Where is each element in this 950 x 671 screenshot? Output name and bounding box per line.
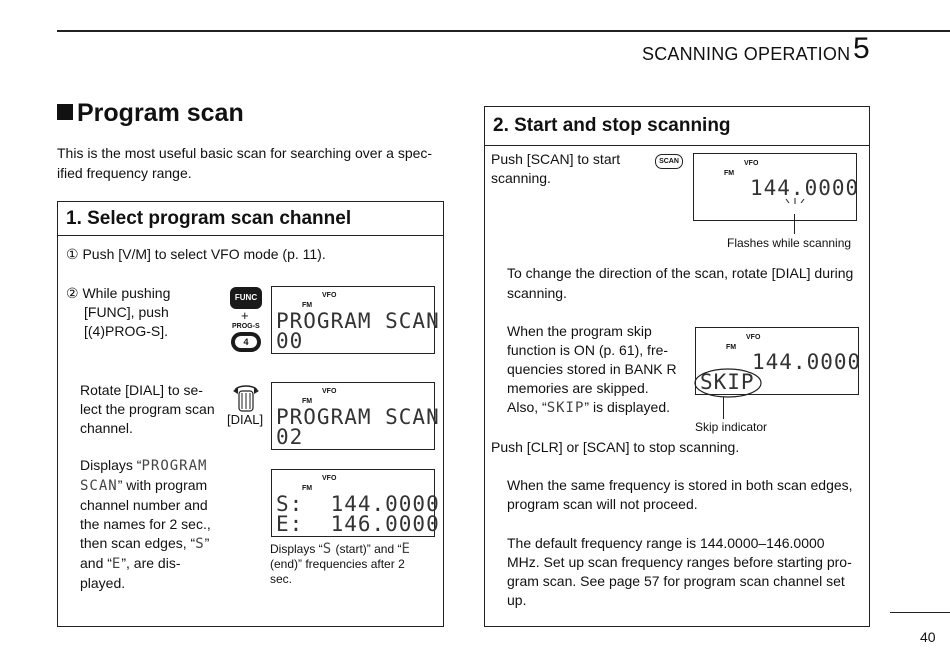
dial-label: [DIAL] — [227, 412, 264, 427]
text-line: quencies stored in BANK R — [507, 361, 677, 377]
stop-scan-text: Push [CLR] or [SCAN] to stop scanning. — [491, 439, 740, 455]
text-line: When the program skip — [507, 323, 652, 339]
step-2-line: ② While pushing — [66, 285, 171, 301]
push-scan-text — [491, 150, 620, 188]
lcd-display-program-scan-02 — [271, 382, 440, 450]
section-number: 5 — [853, 32, 870, 65]
lcd-line-2: E: 146.0000 — [276, 512, 440, 536]
text-line: gram scan. See page 57 for program scan channel set — [507, 573, 845, 589]
lcd-text: S — [322, 541, 333, 557]
text-run: Displays “ — [270, 542, 323, 556]
lcd-text: E — [401, 541, 411, 557]
skip-oval-icon — [692, 365, 764, 401]
lcd-display-scanning — [693, 153, 860, 221]
fm-indicator: FM — [302, 302, 313, 309]
lcd-line-1: PROGRAM SCAN — [276, 309, 440, 333]
text-line: Push [SCAN] to start — [491, 151, 621, 167]
flashes-caption: Flashes while scanning — [727, 236, 852, 250]
vfo-indicator: VFO — [746, 334, 761, 341]
text-run: (start)” and “ — [332, 542, 402, 556]
edges-caption — [270, 542, 434, 587]
rotate-dial-text — [80, 381, 215, 438]
lcd-text: S — [195, 536, 205, 552]
start-stop-title: 2. Start and stop scanning — [485, 107, 869, 146]
text-line: function is ON (p. 61), fre- — [507, 342, 669, 358]
plus-sign: + — [241, 308, 249, 323]
select-channel-title: 1. Select program scan channel — [58, 202, 443, 236]
start-stop-box — [484, 106, 870, 627]
skip-indicator: SKIP — [700, 370, 755, 394]
step-2-text — [66, 284, 170, 341]
text-run: Displays “ — [80, 457, 142, 473]
step-2-line: [FUNC], push — [84, 304, 169, 320]
step-1-text: ① Push [V/M] to select VFO mode (p. 11). — [66, 246, 326, 262]
scan-key-icon: SCAN — [655, 154, 683, 169]
lcd-text: SCAN — [80, 478, 118, 494]
fm-indicator: FM — [724, 170, 735, 177]
caption-line: sec. — [270, 572, 293, 586]
skip-pointer-line — [723, 397, 724, 419]
text-line: memories are skipped. — [507, 380, 649, 396]
vfo-indicator: VFO — [322, 475, 337, 482]
lcd-line-1: S: 144.0000 — [276, 492, 440, 516]
vfo-indicator: VFO — [322, 388, 337, 395]
func-key-icon: FUNC — [230, 287, 262, 309]
intro-text — [57, 143, 445, 183]
text-run: and “ — [80, 555, 112, 571]
lcd-line-1: PROGRAM SCAN — [276, 405, 440, 429]
intro-line: ified frequency range. — [57, 165, 192, 181]
rotate-line: Rotate [DIAL] to se- — [80, 382, 203, 398]
key-4-icon — [231, 332, 261, 352]
prog-s-label: PROG-S — [232, 323, 260, 330]
step-2-line: [(4)PROG-S]. — [84, 323, 169, 339]
select-channel-box — [57, 201, 444, 627]
text-line: To change the direction of the scan, rotate [DIAL] during — [507, 265, 854, 281]
text-run: ” — [204, 535, 210, 551]
lcd-text: E — [111, 556, 122, 572]
text-run: then scan edges, “ — [80, 535, 196, 551]
lcd-text: SKIP — [546, 400, 585, 416]
flash-pointer-line — [794, 214, 795, 234]
caption-line: (end)” frequencies after 2 — [270, 557, 405, 571]
lcd-display-scan-edges — [271, 469, 440, 537]
text-run: ”, are dis- — [121, 555, 181, 571]
same-frequency-note — [507, 476, 865, 514]
default-range-note — [507, 534, 865, 610]
vfo-indicator: VFO — [744, 160, 759, 167]
text-line: The default frequency range is 144.0000–146.0000 — [507, 535, 825, 551]
text-line: scanning. — [507, 285, 567, 301]
text-line: up. — [507, 592, 527, 608]
skip-text — [507, 322, 682, 418]
page-number: 40 — [920, 629, 936, 645]
key-4-label: 4 — [234, 335, 258, 349]
text-line: program scan will not proceed. — [507, 496, 698, 512]
rotate-line: channel. — [80, 420, 133, 436]
text-line: MHz. Set up scan frequency ranges before starting pro- — [507, 554, 852, 570]
text-line: played. — [80, 575, 126, 591]
direction-text — [507, 264, 865, 303]
dial-knob-icon — [230, 381, 262, 413]
displays-text — [80, 456, 220, 593]
section-title: SCANNING OPERATION — [642, 44, 851, 64]
intro-line: This is the most useful basic scan for searching over a spec- — [57, 145, 433, 161]
header-rule — [57, 30, 950, 32]
text-run: ” with program — [117, 477, 208, 493]
rotate-line: lect the program scan — [80, 401, 215, 417]
text-line: channel number and — [80, 497, 208, 513]
fm-indicator: FM — [302, 485, 313, 492]
text-run: Also, “ — [507, 399, 547, 415]
text-line: scanning. — [491, 170, 551, 186]
square-bullet-icon — [57, 104, 73, 120]
text-line: When the same frequency is stored in both scan edges, — [507, 477, 853, 493]
vfo-indicator: VFO — [322, 292, 337, 299]
text-run: ” is displayed. — [584, 399, 670, 415]
fm-indicator: FM — [302, 398, 313, 405]
text-line: the names for 2 sec., — [80, 516, 211, 532]
lcd-frequency: 144.0000 — [752, 350, 862, 374]
fm-indicator: FM — [726, 344, 737, 351]
flash-marks-icon — [780, 196, 810, 208]
page-title — [57, 99, 244, 128]
lcd-line-2: 00 — [276, 329, 304, 353]
lcd-line-2: 02 — [276, 425, 304, 449]
lcd-text: PROGRAM — [141, 458, 208, 474]
skip-caption: Skip indicator — [695, 420, 768, 434]
lcd-frequency: 144.0000 — [750, 176, 860, 200]
lcd-display-program-scan-00 — [271, 286, 440, 354]
page-title-text: Program scan — [77, 99, 244, 127]
footer-rule — [890, 612, 950, 613]
